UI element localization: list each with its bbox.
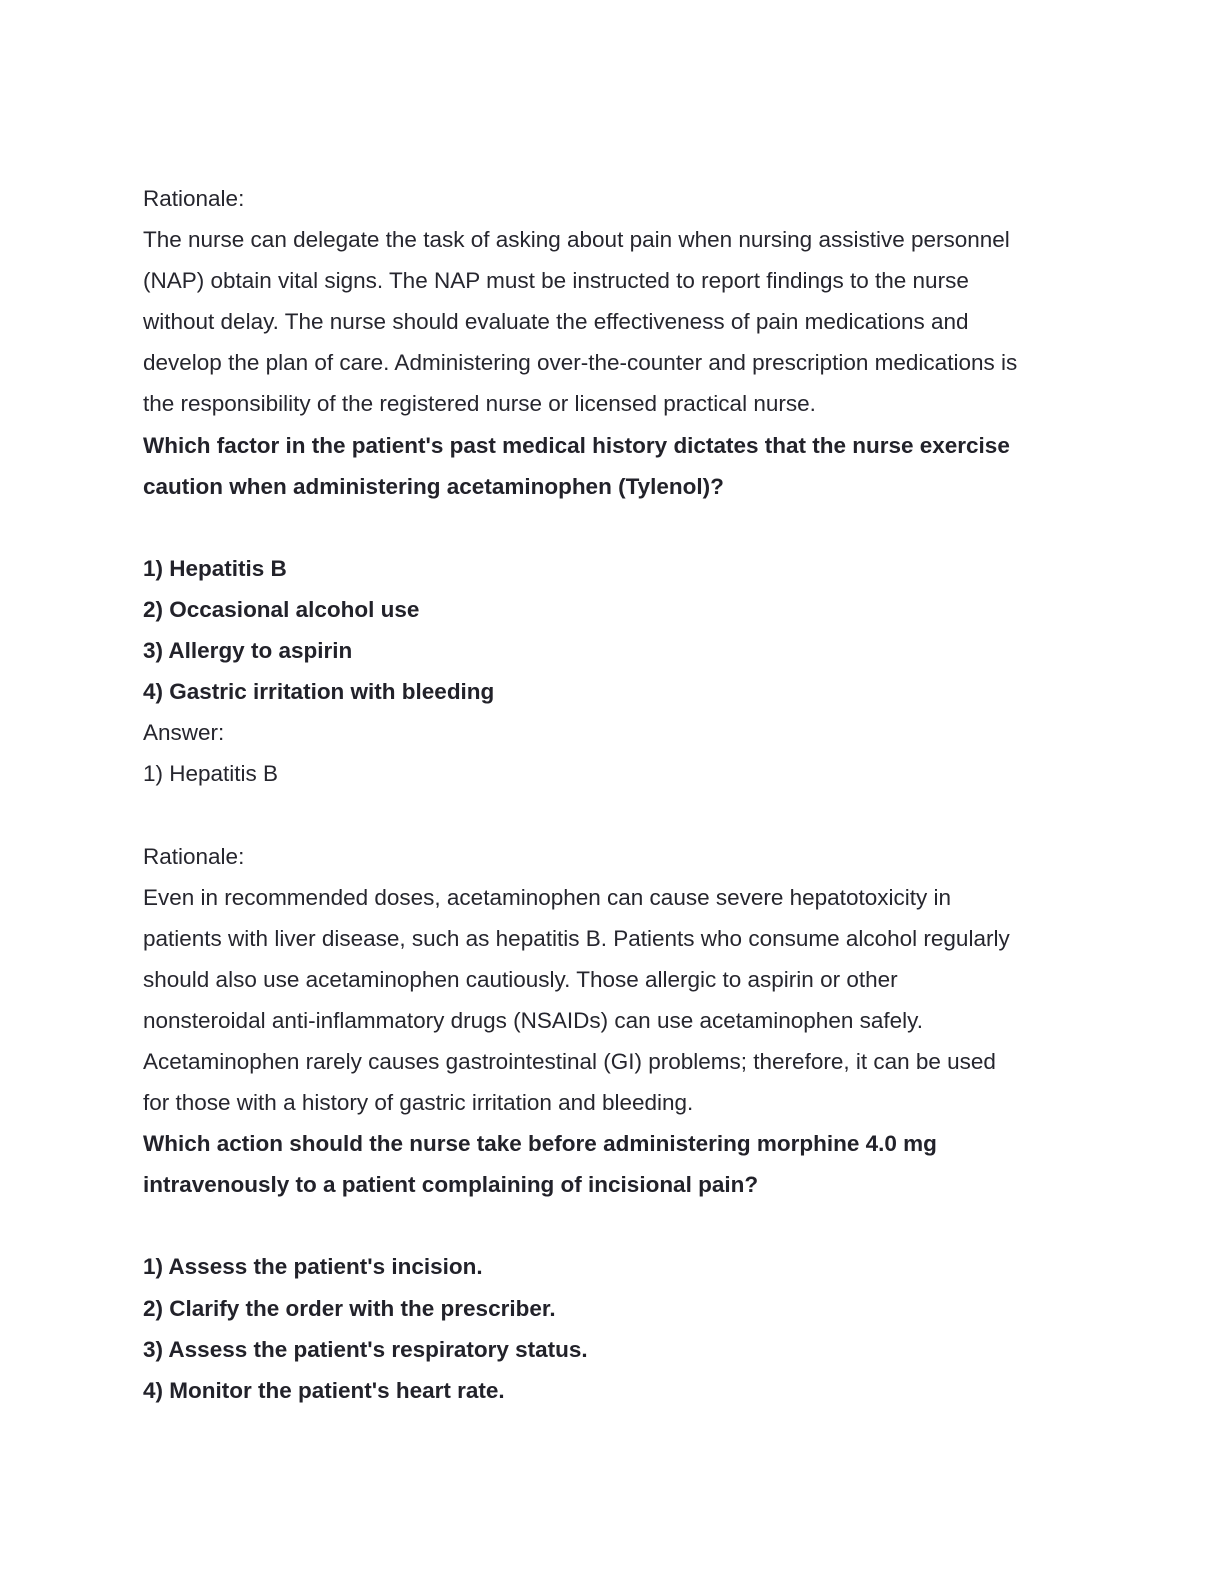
spacer bbox=[143, 794, 1083, 835]
answer-option: 1) Assess the patient's incision. bbox=[143, 1254, 483, 1280]
answer-option: 3) Assess the patient's respiratory status. bbox=[143, 1336, 588, 1362]
answer-option: 2) Occasional alcohol use bbox=[143, 596, 420, 622]
rationale-text-line: for those with a history of gastric irritation and bleeding. bbox=[143, 1090, 694, 1116]
question-text-line: Which action should the nurse take before administering morphine 4.0 mg bbox=[143, 1131, 937, 1157]
rationale-text-line: Even in recommended doses, acetaminophen can cause severe hepatotoxicity in bbox=[143, 884, 951, 910]
answer-option: 1) Hepatitis B bbox=[143, 555, 287, 581]
spacer bbox=[143, 507, 1083, 548]
rationale-text-line: The nurse can delegate the task of asking about pain when nursing assistive personnel bbox=[143, 227, 1010, 253]
rationale-label: Rationale: bbox=[143, 843, 245, 869]
rationale-text-line: patients with liver disease, such as hepatitis B. Patients who consume alcohol regularly bbox=[143, 925, 1010, 951]
rationale-text-line: nonsteroidal anti-inflammatory drugs (NSAIDs) can use acetaminophen safely. bbox=[143, 1007, 923, 1033]
rationale-label: Rationale: bbox=[143, 186, 245, 211]
answer-option: 4) Monitor the patient's heart rate. bbox=[143, 1377, 505, 1403]
answer-label: Answer: bbox=[143, 720, 225, 746]
rationale-text-line: should also use acetaminophen cautiously. Those allergic to aspirin or other bbox=[143, 966, 898, 992]
rationale-text-line: without delay. The nurse should evaluate the effectiveness of pain medications and bbox=[143, 309, 969, 335]
answer-value: 1) Hepatitis B bbox=[143, 761, 279, 787]
rationale-text-line: the responsibility of the registered nurse or licensed practical nurse. bbox=[143, 391, 816, 417]
spacer bbox=[143, 1205, 1083, 1246]
answer-option: 2) Clarify the order with the prescriber. bbox=[143, 1295, 556, 1321]
question-text-line: intravenously to a patient complaining of incisional pain? bbox=[143, 1172, 759, 1198]
answer-option: 4) Gastric irritation with bleeding bbox=[143, 679, 495, 705]
question-text-line: caution when administering acetaminophen (Tylenol)? bbox=[143, 473, 724, 499]
rationale-text-line: develop the plan of care. Administering over-the-counter and prescription medications is bbox=[143, 350, 1018, 376]
document-page bbox=[143, 178, 1083, 1411]
rationale-text-line: Acetaminophen rarely causes gastrointestinal (GI) problems; therefore, it can be used bbox=[143, 1048, 996, 1074]
rationale-text-line: (NAP) obtain vital signs. The NAP must be instructed to report findings to the nurse bbox=[143, 268, 969, 294]
answer-option: 3) Allergy to aspirin bbox=[143, 638, 353, 664]
question-text-line: Which factor in the patient's past medical history dictates that the nurse exercise bbox=[143, 432, 1010, 458]
